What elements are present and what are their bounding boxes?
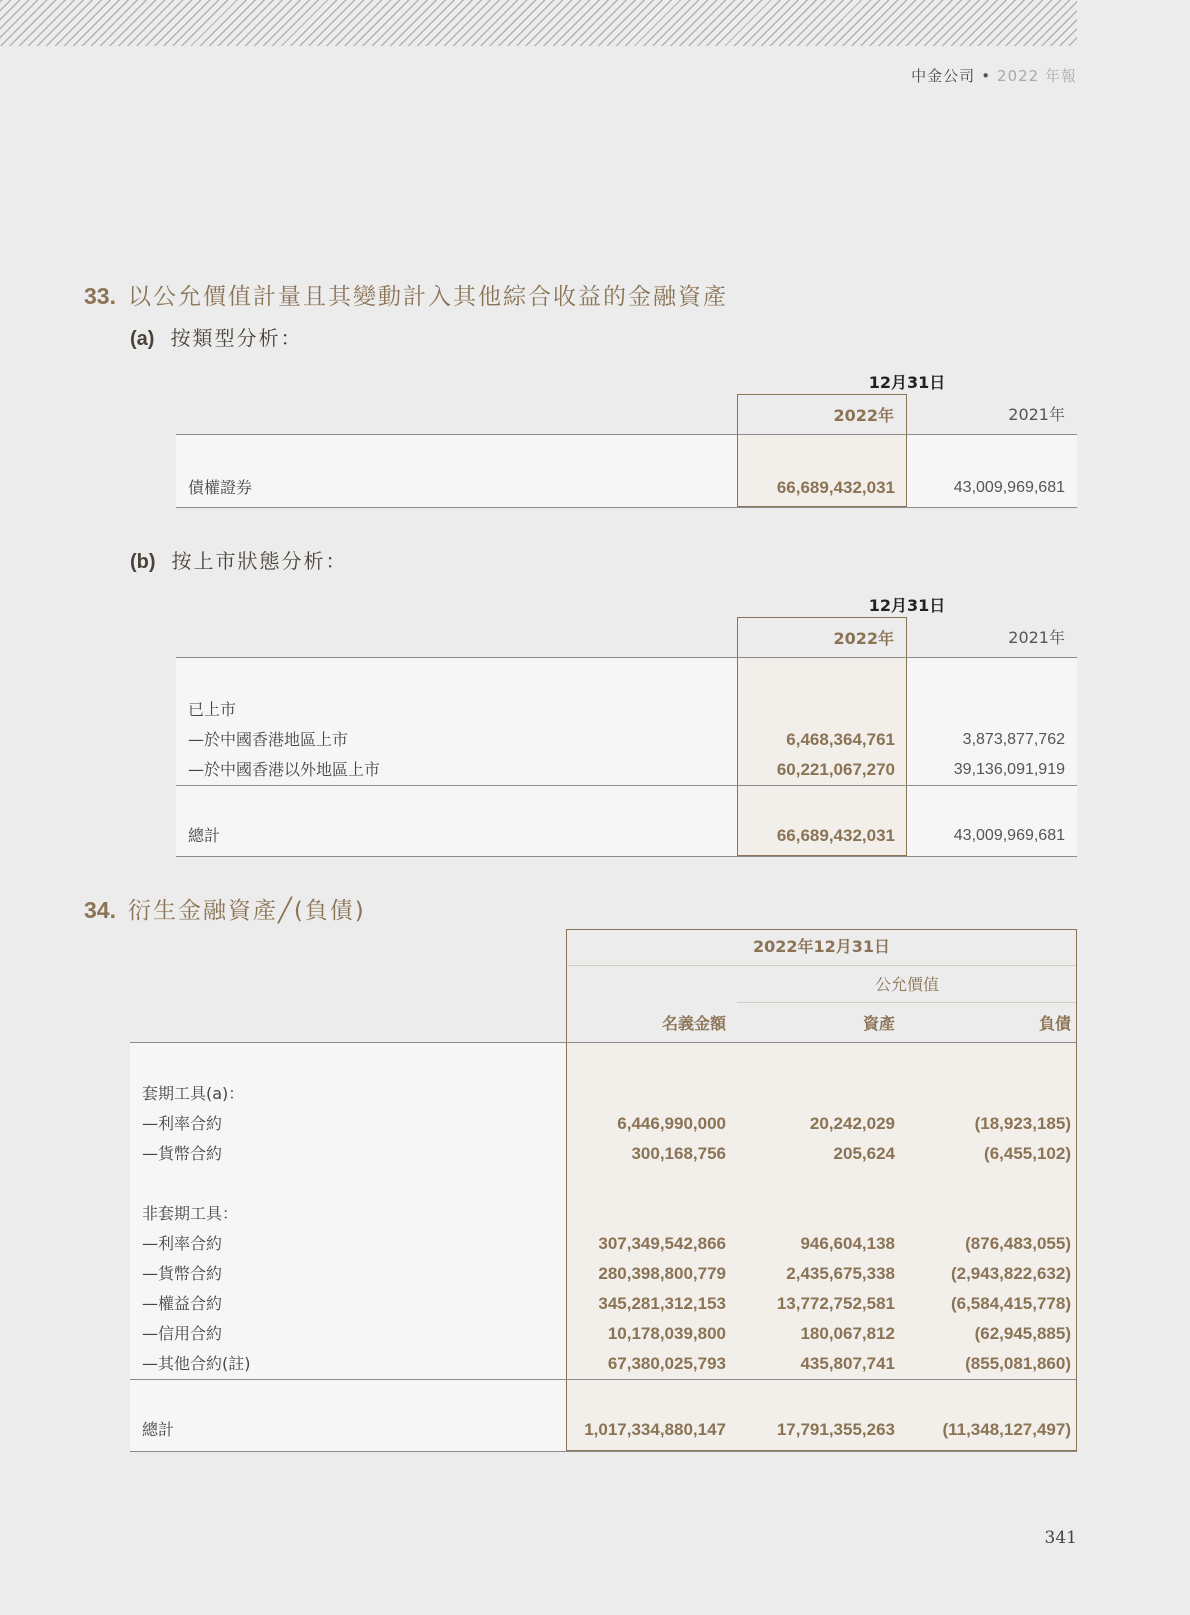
table-34-total-assets: 17,791,355,263 [776, 1420, 895, 1439]
table-b-col-2022: 2022年 [737, 617, 907, 657]
table-b-total-2022: 66,689,432,031 [776, 826, 895, 845]
table-b-row-2022: 60,221,067,270 [776, 760, 895, 779]
table-34-row-assets: 180,067,812 [800, 1324, 895, 1343]
table-34-non-hedging-label: 非套期工具： [142, 1204, 239, 1223]
table-a-row-2021: 43,009,969,681 [953, 479, 1065, 496]
subsection-b-text: 按上市狀態分析： [171, 549, 348, 573]
subsection-b-title [130, 545, 348, 574]
table-34-row-label: —利率合約 [142, 1114, 223, 1133]
section-33-number: 33. [84, 283, 116, 309]
table-b-row-2021: 3,873,877,762 [962, 731, 1065, 748]
table-34-row-label: —利率合約 [142, 1234, 223, 1253]
section-34-number: 34. [84, 897, 116, 923]
table-34-row-liabilities: (6,584,415,778) [950, 1294, 1071, 1313]
section-33-title [84, 278, 728, 311]
table-a-date-header: 12月31日 [868, 373, 946, 392]
table-34-col-notional: 名義金額 [661, 1014, 726, 1033]
table-a-col-2022: 2022年 [737, 394, 907, 434]
table-34-row-liabilities: (2,943,822,632) [950, 1264, 1071, 1283]
table-b-subtotal-divider [176, 785, 1077, 786]
table-34-row-label: —其他合約(註) [142, 1354, 251, 1373]
table-a-row-label: 債權證券 [188, 478, 253, 497]
table-a-col-2021: 2021年 [1008, 405, 1065, 424]
table-34-row-notional: 280,398,800,779 [598, 1264, 726, 1283]
table-b-row-label: —於中國香港以外地區上市 [188, 760, 381, 779]
table-b-total-2021: 43,009,969,681 [953, 827, 1065, 844]
table-b-row-2021: 39,136,091,919 [953, 761, 1065, 778]
table-a-row-2022: 66,689,432,031 [776, 478, 895, 497]
table-34-row-liabilities: (876,483,055) [965, 1234, 1071, 1253]
table-34-row-liabilities: (6,455,102) [984, 1144, 1071, 1163]
table-b-row-2022: 6,468,364,761 [786, 730, 895, 749]
table-34-row-label: —貨幣合約 [142, 1264, 223, 1283]
table-34-hedging-label: 套期工具(a)： [142, 1084, 245, 1103]
table-b-col-2021: 2021年 [1008, 628, 1065, 647]
table-34-row-label: —權益合約 [142, 1294, 223, 1313]
table-34-col-assets: 資產 [862, 1014, 895, 1033]
table-34-row-notional: 6,446,990,000 [617, 1114, 726, 1133]
table-34-total-divider [130, 1379, 1077, 1380]
table-b-group-label: 已上市 [188, 700, 237, 719]
table-34-row-notional: 10,178,039,800 [607, 1324, 726, 1343]
table-34-row-notional: 300,168,756 [631, 1144, 726, 1163]
table-34-col-liabilities: 負債 [1038, 1014, 1071, 1033]
table-34-fair-value-header: 公允價值 [874, 975, 939, 994]
table-34-row-assets: 946,604,138 [800, 1234, 895, 1253]
table-34-row-label: —信用合約 [142, 1324, 223, 1343]
table-34-row-liabilities: (62,945,885) [974, 1324, 1071, 1343]
company-name: 中金公司 [911, 67, 976, 85]
subsection-a-title [130, 322, 302, 351]
table-34-row-assets: 205,624 [833, 1144, 895, 1163]
table-34-fair-value-rule [737, 1002, 1076, 1003]
section-34-text: 衍生金融資產╱(負債) [127, 898, 366, 924]
table-34-row-liabilities: (855,081,860) [965, 1354, 1071, 1373]
section-34-title [84, 892, 366, 925]
table-34-row-notional: 307,349,542,866 [598, 1234, 726, 1253]
page-number: 341 [1044, 1528, 1077, 1548]
table-34-row-liabilities: (18,923,185) [974, 1114, 1071, 1133]
subsection-b-label: (b) [130, 551, 156, 573]
table-34-row-assets: 2,435,675,338 [786, 1264, 895, 1283]
table-b-date-header: 12月31日 [868, 596, 946, 615]
table-34-row-notional: 67,380,025,793 [607, 1354, 726, 1373]
subsection-a-text: 按類型分析： [170, 326, 303, 350]
table-34-total-notional: 1,017,334,880,147 [584, 1420, 726, 1439]
header-separator: • [981, 67, 992, 85]
table-34-row-notional: 345,281,312,153 [598, 1294, 726, 1313]
table-34-row-assets: 13,772,752,581 [776, 1294, 895, 1313]
table-34-row-label: —貨幣合約 [142, 1144, 223, 1163]
table-b-row-label: —於中國香港地區上市 [188, 730, 349, 749]
table-34-date-header: 2022年12月31日 [752, 937, 891, 956]
table-b-total-label: 總計 [188, 826, 221, 845]
table-34-total-liabilities: (11,348,127,497) [942, 1420, 1071, 1439]
running-header [911, 65, 1077, 86]
table-34-row-assets: 435,807,741 [800, 1354, 895, 1373]
table-34-row-assets: 20,242,029 [809, 1114, 895, 1133]
header-stripe-band [0, 0, 1077, 46]
table-34-total-label: 總計 [142, 1420, 175, 1439]
report-year: 2022 年報 [997, 67, 1077, 85]
section-33-text: 以公允價值計量且其變動計入其他綜合收益的金融資產 [127, 284, 728, 310]
subsection-a-label: (a) [130, 328, 155, 350]
table-34-header-rule [567, 965, 1076, 966]
